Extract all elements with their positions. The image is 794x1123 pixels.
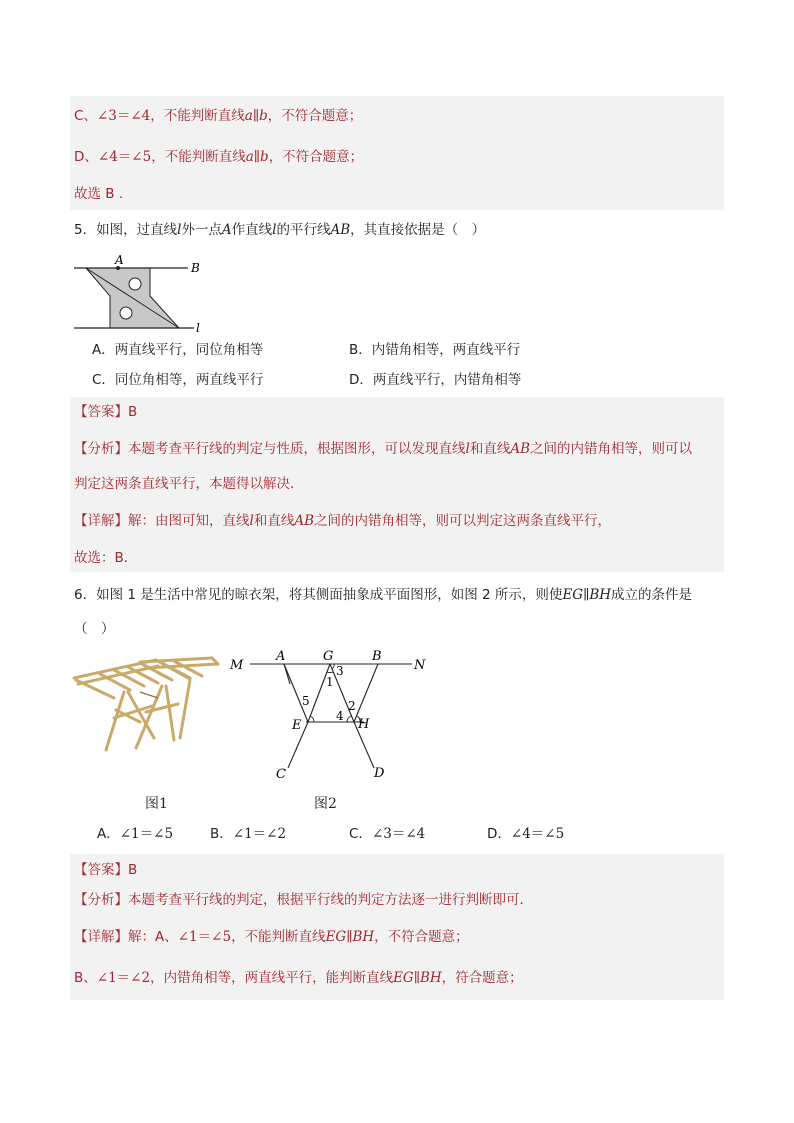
q6-line-BH <box>354 664 378 722</box>
q6-detail: 【详解】解：A、∠1＝∠5，不能判断直线EG∥BH，不符合题意； <box>74 929 469 945</box>
q5-choice: 故选：B． <box>74 550 138 566</box>
q6-label-B: B <box>372 649 382 664</box>
q6-option-a: A．∠1＝∠5 <box>97 826 174 842</box>
q5-option-a: A．两直线平行，同位角相等 <box>92 342 264 358</box>
q6-option-d: D．∠4＝∠5 <box>487 826 565 842</box>
q5-label-A: A <box>115 253 124 267</box>
q6-label-A: A <box>276 649 286 664</box>
prev-option-c: C、∠3＝∠4，不能判断直线a∥b，不符合题意； <box>74 108 363 124</box>
q6-angle-arc-4 <box>347 716 351 722</box>
q5-analysis-line2: 判定这两条直线平行，本题得以解决． <box>74 476 304 492</box>
q6-option-b: B．∠1＝∠2 <box>210 826 287 842</box>
q6-label-M: M <box>230 658 244 673</box>
q6-analysis: 【分析】本题考查平行线的判定，根据平行线的判定方法逐一进行判断即可． <box>74 892 533 908</box>
q6-answer: 【答案】B <box>74 862 138 878</box>
q6-label-2: 2 <box>348 699 356 713</box>
q6-line-GE <box>308 664 330 722</box>
q6-angle-arc-5 <box>310 716 314 722</box>
q5-option-b: B．内错角相等，两直线平行 <box>349 342 521 358</box>
q6-stem: 6．如图 1 是生活中常见的晾衣架，将其侧面抽象成平面图形，如图 2 所示，则使EG∥BH成立的条件是 <box>74 587 693 603</box>
q6-figure1-drying-rack <box>70 652 222 756</box>
q6-angle-arc-1 <box>327 672 333 673</box>
q6-option-c: C．∠3＝∠4 <box>349 826 426 842</box>
q5-hole-lower <box>120 307 132 319</box>
q6-angle-arc-3 <box>332 664 334 669</box>
q5-stem: 5．如图，过直线l外一点A作直线l的平行线AB，其直接依据是（ ） <box>74 222 486 238</box>
prev-choice: 故选 B . <box>74 186 124 202</box>
q5-option-c: C．同位角相等，两直线平行 <box>92 372 264 388</box>
q6-label-N: N <box>414 658 426 673</box>
q6-detail-b: B、∠1＝∠2，内错角相等，两直线平行，能判断直线EG∥BH，符合题意； <box>74 970 523 986</box>
q5-label-l: l <box>196 321 200 335</box>
q6-label-5: 5 <box>302 694 310 708</box>
q6-label-H: H <box>358 717 370 732</box>
q6-label-G: G <box>323 649 334 664</box>
q6-figure1-caption: 图1 <box>145 796 168 812</box>
q5-answer: 【答案】B <box>74 404 138 420</box>
q5-option-d: D．两直线平行，内错角相等 <box>349 372 522 388</box>
q5-figure <box>70 252 210 336</box>
q6-figure2-diagram <box>226 648 432 782</box>
q5-hole-upper <box>129 278 141 290</box>
q6-stem-line2: （ ） <box>74 621 115 637</box>
q6-label-E: E <box>292 718 302 733</box>
q5-analysis: 【分析】本题考查平行线的判定与性质，根据图形，可以发现直线l和直线AB之间的内错角相等，则可以 <box>74 441 692 457</box>
prev-option-d: D、∠4＝∠5，不能判断直线a∥b，不符合题意； <box>74 149 364 165</box>
q5-label-B: B <box>191 261 200 275</box>
q6-label-C: C <box>276 767 286 782</box>
q6-label-D: D <box>374 766 385 781</box>
q6-label-1: 1 <box>326 675 334 689</box>
q6-figure2-caption: 图2 <box>314 796 337 812</box>
q5-detail: 【详解】解：由图可知，直线l和直线AB之间的内错角相等，则可以判定这两条直线平行， <box>74 513 611 529</box>
q6-line-AC-lower <box>284 664 308 722</box>
q6-label-3: 3 <box>336 664 344 678</box>
q6-label-4: 4 <box>336 709 344 723</box>
